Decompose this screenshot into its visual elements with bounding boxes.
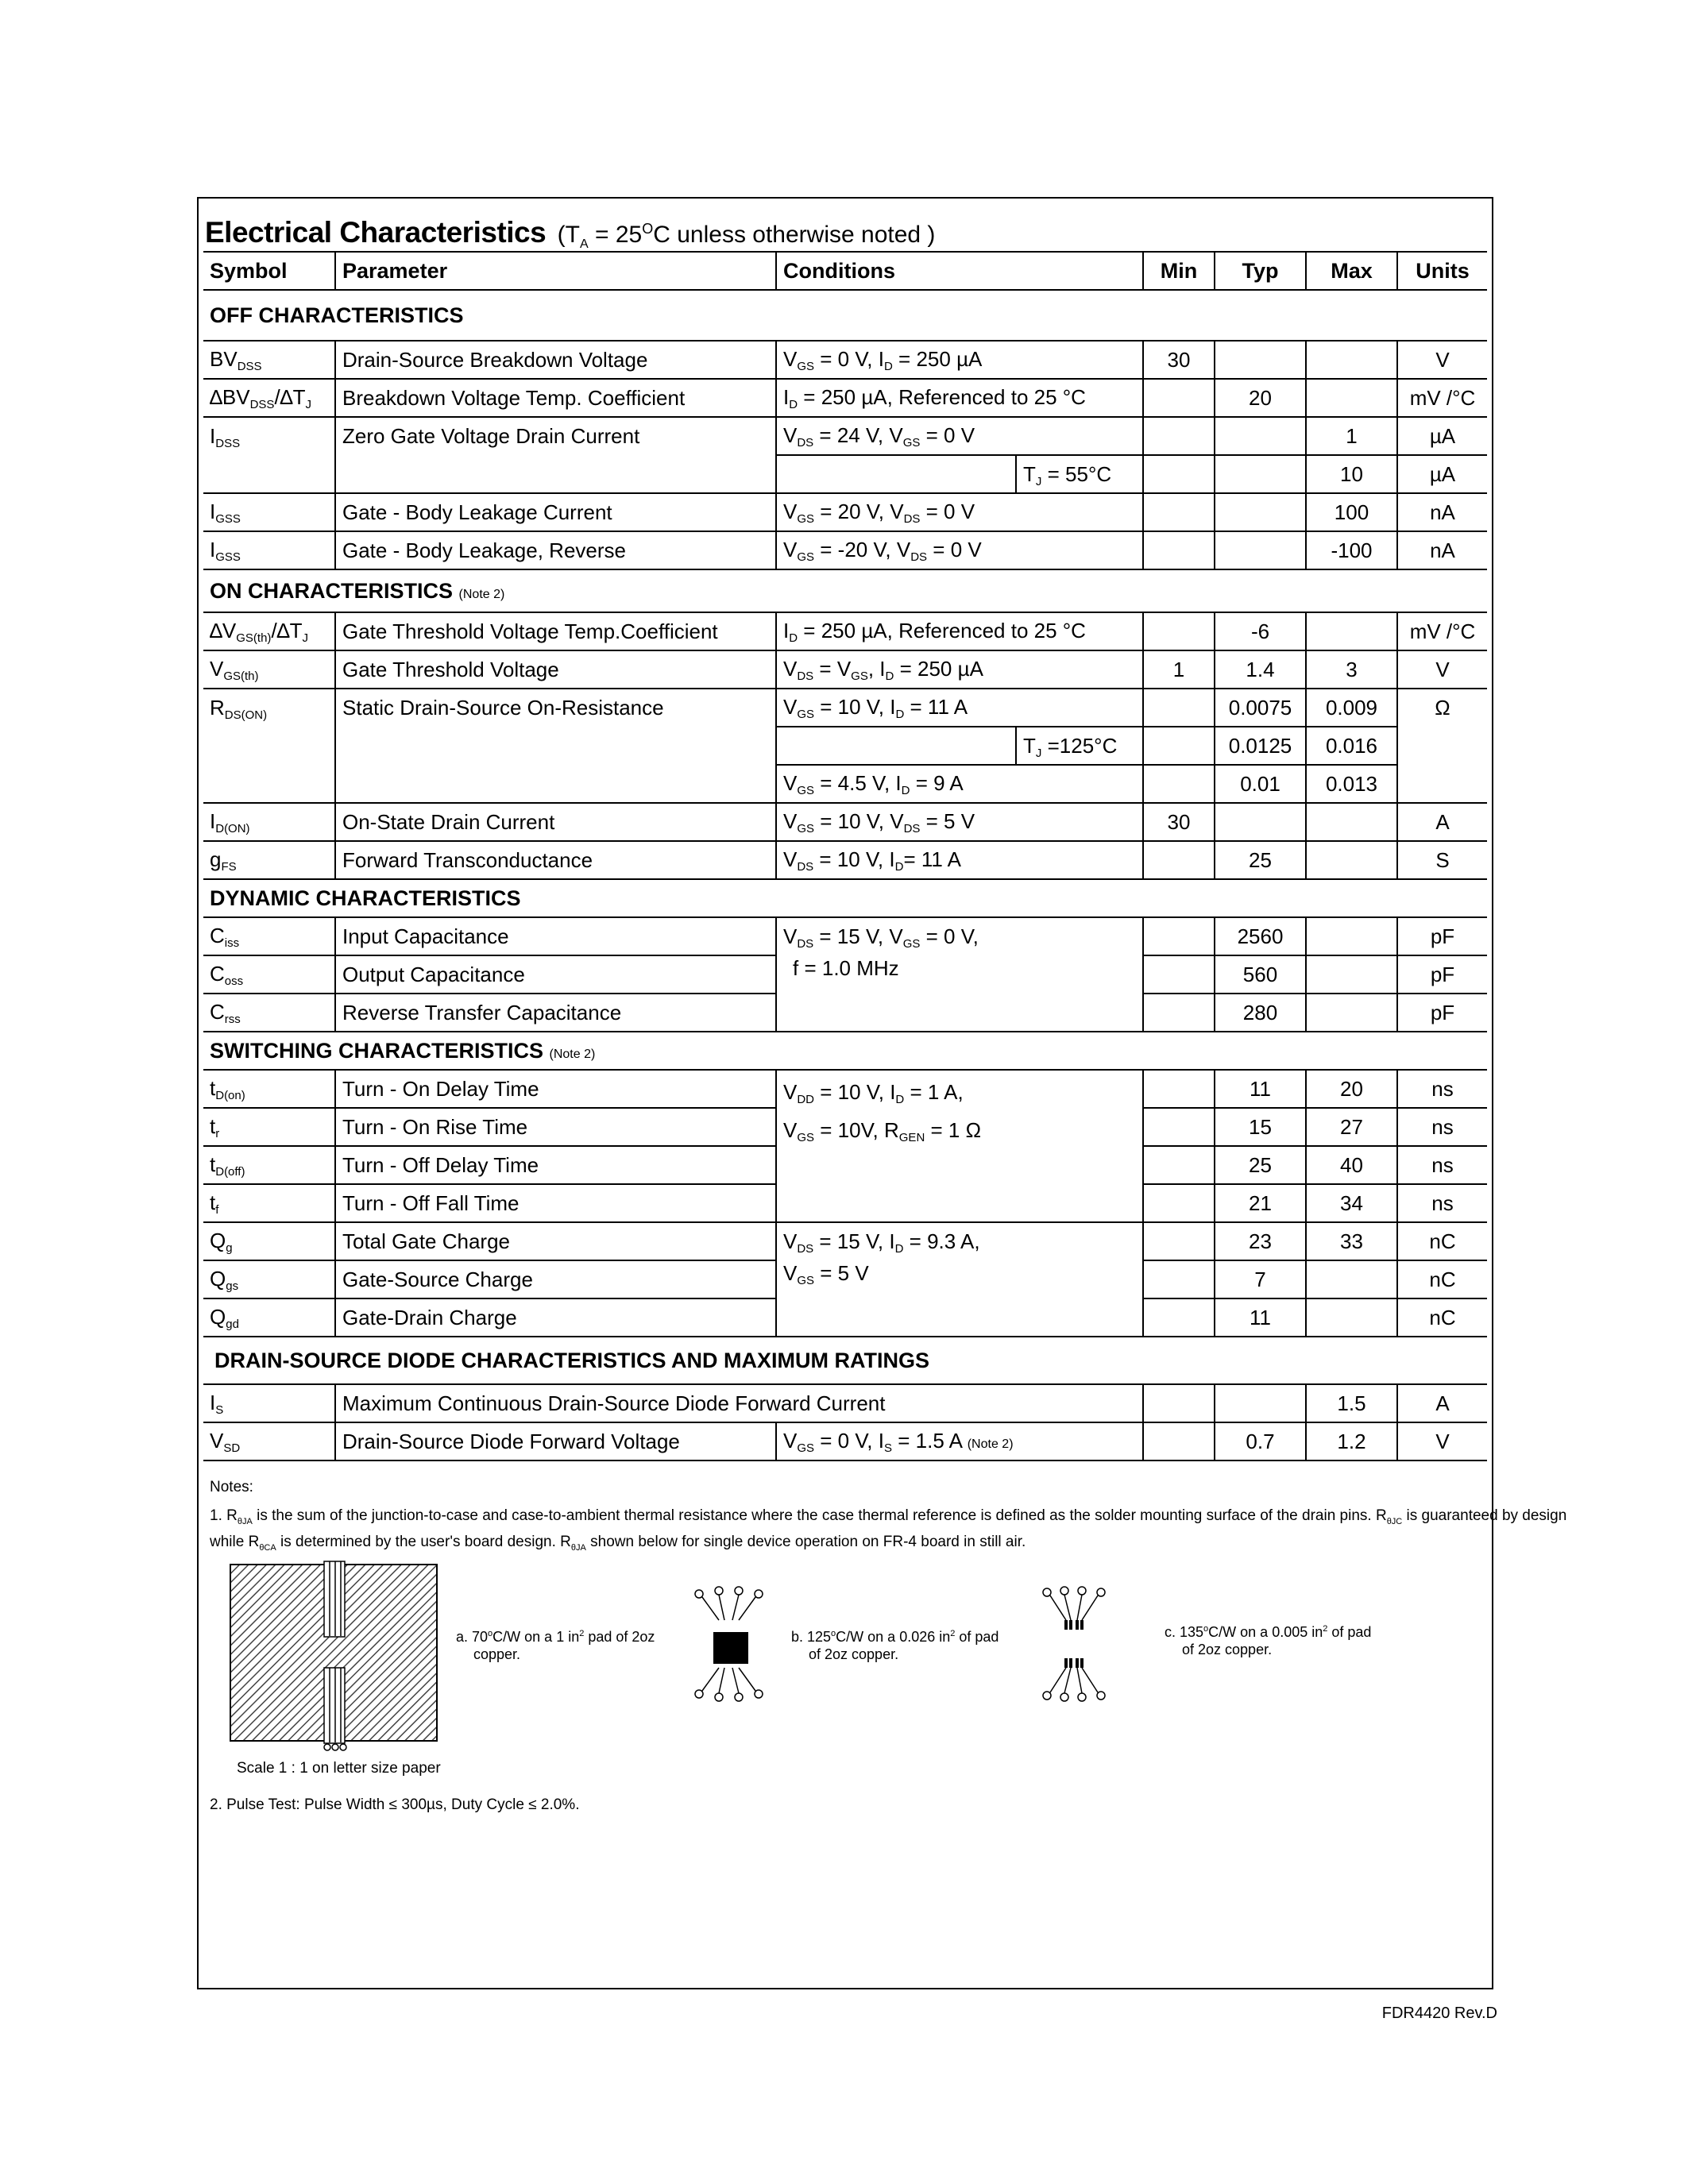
table-row [203, 417, 1487, 455]
col-symbol: Symbol [203, 252, 335, 290]
min-cell [1143, 612, 1215, 650]
min-cell: 30 [1143, 803, 1215, 841]
units-cell: ns [1397, 1146, 1487, 1184]
max-cell: 33 [1306, 1222, 1397, 1260]
conditions-cell: $V_{GS} = 0$ V, $I_S = 1.5$ A (Note 2) [776, 1422, 1143, 1461]
typ-cell [1215, 493, 1306, 531]
typ-cell [1215, 341, 1306, 379]
conditions-cell: $V_{GS} = 10$ V, $V_{DS} = 5$ V [776, 803, 1143, 841]
col-units: Units [1397, 252, 1487, 290]
table-row [203, 1422, 1487, 1461]
parameter-cell: On-State Drain Current [335, 803, 776, 841]
section-off: OFF CHARACTERISTICS [203, 290, 1487, 341]
typ-cell: 7 [1215, 1260, 1306, 1298]
units-cell: µA [1397, 417, 1487, 455]
max-cell: 0.013 [1306, 765, 1397, 803]
typ-cell: 21 [1215, 1184, 1306, 1222]
pad-layout-figure-a [229, 1557, 439, 1751]
typ-cell: 2560 [1215, 917, 1306, 955]
max-cell [1306, 917, 1397, 955]
min-cell [1143, 765, 1215, 803]
symbol-cell: $C_{oss}$ [203, 955, 335, 994]
max-cell: 1.2 [1306, 1422, 1397, 1461]
min-cell [1143, 994, 1215, 1032]
max-cell: 1.5 [1306, 1384, 1397, 1422]
notes-block [210, 1479, 1567, 1560]
typ-cell: 560 [1215, 955, 1306, 994]
section-dynamic: DYNAMIC CHARACTERISTICS [203, 879, 1487, 917]
parameter-cell: Gate-Source Charge [335, 1260, 776, 1298]
typ-cell: 0.7 [1215, 1422, 1306, 1461]
section-row [203, 879, 1487, 917]
col-parameter: Parameter [335, 252, 776, 290]
parameter-cell: Drain-Source Diode Forward Voltage [335, 1422, 776, 1461]
max-cell: -100 [1306, 531, 1397, 569]
pad-layout-figure-c [1033, 1584, 1120, 1704]
conditions-cell: $V_{DD} = 10$ V, $I_D = 1$ A, $V_{GS} = 10V$, $R_{GEN} = 1$ Ω [776, 1070, 1143, 1222]
max-cell: 40 [1306, 1146, 1397, 1184]
conditions-cell: $V_{DS} = 15$ V, $I_D = 9.3$ A, $V_{GS} = 5$ V [776, 1222, 1143, 1337]
col-max: Max [1306, 252, 1397, 290]
typ-cell: 25 [1215, 841, 1306, 879]
symbol-cell: $C_{iss}$ [203, 917, 335, 955]
min-cell [1143, 1108, 1215, 1146]
parameter-cell: Turn - On Rise Time [335, 1108, 776, 1146]
typ-cell: 20 [1215, 379, 1306, 417]
note-2: 2. Pulse Test: Pulse Width ≤ 300µs, Duty Cycle ≤ 2.0%. [210, 1796, 580, 1813]
table-header-row [203, 252, 1487, 290]
conditions-cell-tj: $T_J =125^\circ C$ [776, 727, 1143, 765]
table-row [203, 1222, 1487, 1260]
max-cell [1306, 341, 1397, 379]
note-1-cont: while $R_{\theta CA}$ is determined by the user's board design. $R_{\theta JA}$ shown below for single device operation on FR-4 board in still air. [210, 1533, 1026, 1553]
conditions-cell: $I_D = 250$ µA, Referenced to 25 °C [776, 379, 1143, 417]
parameter-cell: Gate - Body Leakage Current [335, 493, 776, 531]
units-cell: V [1397, 1422, 1487, 1461]
units-cell: ns [1397, 1070, 1487, 1108]
parameter-cell: Gate-Drain Charge [335, 1298, 776, 1337]
parameter-cell: Static Drain-Source On-Resistance [335, 689, 776, 803]
table-row [203, 341, 1487, 379]
symbol-cell: $\Delta BV_{DSS}/\Delta T_J$ [203, 379, 335, 417]
typ-cell: 0.0075 [1215, 689, 1306, 727]
conditions-cell: $V_{DS} = 10$ V, $I_D= 11$ A [776, 841, 1143, 879]
symbol-cell: $t_f$ [203, 1184, 335, 1222]
conditions-cell: $V_{DS} = 24$ V, $V_{GS} = 0$ V [776, 417, 1143, 455]
min-cell [1143, 1384, 1215, 1422]
section-title [205, 205, 935, 253]
section-switching: SWITCHING CHARACTERISTICS (Note 2) [203, 1032, 1487, 1070]
pad-layout-figure-b [683, 1584, 778, 1704]
max-cell: 100 [1306, 493, 1397, 531]
col-typ: Typ [1215, 252, 1306, 290]
typ-cell: 15 [1215, 1108, 1306, 1146]
max-cell: 0.016 [1306, 727, 1397, 765]
table-row [203, 841, 1487, 879]
figure-a-caption: a. 70$^o$C/W on a 1 $in^2$ pad of 2oz copper. [456, 1629, 655, 1662]
min-cell [1143, 841, 1215, 879]
symbol-cell: $C_{rss}$ [203, 994, 335, 1032]
units-cell: A [1397, 803, 1487, 841]
figure-b-caption: b. 125$^o$C/W on a 0.026 $in^2$ of pad of 2oz copper. [791, 1629, 999, 1662]
units-cell: Ω [1397, 689, 1487, 803]
title-main: Electrical Characteristics [205, 216, 547, 249]
table-row [203, 1070, 1487, 1108]
parameter-cell: Input Capacitance [335, 917, 776, 955]
max-cell: 10 [1306, 455, 1397, 493]
symbol-cell: $t_r$ [203, 1108, 335, 1146]
min-cell [1143, 1260, 1215, 1298]
max-cell [1306, 1260, 1397, 1298]
typ-cell [1215, 531, 1306, 569]
units-cell: nA [1397, 493, 1487, 531]
section-diode: DRAIN-SOURCE DIODE CHARACTERISTICS AND MAXIMUM RATINGS [203, 1337, 1487, 1384]
units-cell: nC [1397, 1222, 1487, 1260]
typ-cell: 11 [1215, 1070, 1306, 1108]
parameter-cell: Turn - Off Fall Time [335, 1184, 776, 1222]
typ-cell: 23 [1215, 1222, 1306, 1260]
min-cell: 30 [1143, 341, 1215, 379]
conditions-cell: $V_{DS} = V_{GS}$, $I_D = 250$ µA [776, 650, 1143, 689]
section-row [203, 1032, 1487, 1070]
min-cell [1143, 455, 1215, 493]
min-cell [1143, 1070, 1215, 1108]
symbol-cell: $I_{GSS}$ [203, 493, 335, 531]
max-cell: 3 [1306, 650, 1397, 689]
min-cell [1143, 379, 1215, 417]
symbol-cell: $I_{DSS}$ [203, 417, 335, 493]
min-cell: 1 [1143, 650, 1215, 689]
typ-cell: -6 [1215, 612, 1306, 650]
parameter-cell: Turn - On Delay Time [335, 1070, 776, 1108]
notes-heading: Notes: [210, 1479, 253, 1495]
section-row [203, 1337, 1487, 1384]
table-row [203, 689, 1487, 727]
document-revision: FDR4420 Rev.D [1381, 2005, 1497, 2022]
table-row [203, 650, 1487, 689]
max-cell [1306, 803, 1397, 841]
parameter-cell: Turn - Off Delay Time [335, 1146, 776, 1184]
symbol-cell: $g_{FS}$ [203, 841, 335, 879]
units-cell: mV /°C [1397, 612, 1487, 650]
units-cell: nC [1397, 1298, 1487, 1337]
parameter-cell: Zero Gate Voltage Drain Current [335, 417, 776, 493]
min-cell [1143, 531, 1215, 569]
max-cell [1306, 1298, 1397, 1337]
parameter-cell: Gate Threshold Voltage Temp.Coefficient [335, 612, 776, 650]
table-row [203, 493, 1487, 531]
min-cell [1143, 1184, 1215, 1222]
table-row [203, 531, 1487, 569]
units-cell: mV /°C [1397, 379, 1487, 417]
symbol-cell: $Q_g$ [203, 1222, 335, 1260]
max-cell: 20 [1306, 1070, 1397, 1108]
parameter-cell: Drain-Source Breakdown Voltage [335, 341, 776, 379]
symbol-cell: $\Delta V_{GS(th)}/\Delta T_J$ [203, 612, 335, 650]
max-cell: 0.009 [1306, 689, 1397, 727]
conditions-cell-tj: $T_J = 55^\circ C$ [776, 455, 1143, 493]
title-conditions: ($T_A = 25^OC$ unless otherwise noted ) [557, 221, 936, 251]
max-cell [1306, 379, 1397, 417]
note-1: 1. $R_{\theta JA}$ is the sum of the junction-to-case and case-to-ambient thermal resistance where the case thermal reference is defined as the solder mounting surface of the drain pins. $R_{\theta JC}$ is guaranteed by design [210, 1507, 1567, 1526]
parameter-cell: Total Gate Charge [335, 1222, 776, 1260]
units-cell: pF [1397, 994, 1487, 1032]
typ-cell [1215, 455, 1306, 493]
table-row [203, 612, 1487, 650]
units-cell: pF [1397, 955, 1487, 994]
symbol-cell: $V_{SD}$ [203, 1422, 335, 1461]
parameter-cell: Gate - Body Leakage, Reverse [335, 531, 776, 569]
conditions-cell: $I_D = 250$ µA, Referenced to 25 °C [776, 612, 1143, 650]
max-cell: 27 [1306, 1108, 1397, 1146]
units-cell: A [1397, 1384, 1487, 1422]
units-cell: nA [1397, 531, 1487, 569]
units-cell: ns [1397, 1184, 1487, 1222]
table-row [203, 917, 1487, 955]
electrical-characteristics-table [203, 251, 1487, 1461]
min-cell [1143, 917, 1215, 955]
units-cell: V [1397, 341, 1487, 379]
figure-c-caption: c. 135$^o$C/W on a 0.005 $in^2$ of pad of 2oz copper. [1165, 1624, 1372, 1657]
typ-cell: 280 [1215, 994, 1306, 1032]
symbol-cell: $I_{D(ON)}$ [203, 803, 335, 841]
max-cell [1306, 612, 1397, 650]
symbol-cell: $Q_{gs}$ [203, 1260, 335, 1298]
conditions-cell: $V_{GS} = -20$ V, $V_{DS} = 0$ V [776, 531, 1143, 569]
table-row [203, 803, 1487, 841]
typ-cell: 1.4 [1215, 650, 1306, 689]
max-cell [1306, 955, 1397, 994]
conditions-cell: $V_{DS} = 15$ V, $V_{GS} = 0$ V, f = 1.0 MHz [776, 917, 1143, 1032]
conditions-cell: $V_{GS} = 4.5$ V, $I_D = 9$ A [776, 765, 1143, 803]
symbol-cell: $R_{DS(ON)}$ [203, 689, 335, 803]
max-cell [1306, 841, 1397, 879]
table-row [203, 379, 1487, 417]
table-row [203, 1384, 1487, 1422]
col-min: Min [1143, 252, 1215, 290]
typ-cell [1215, 417, 1306, 455]
typ-cell: 0.01 [1215, 765, 1306, 803]
units-cell: µA [1397, 455, 1487, 493]
symbol-cell: $I_{GSS}$ [203, 531, 335, 569]
parameter-cell: Maximum Continuous Drain-Source Diode Forward Current [335, 1384, 1143, 1422]
section-row [203, 290, 1487, 341]
units-cell: V [1397, 650, 1487, 689]
parameter-cell: Reverse Transfer Capacitance [335, 994, 776, 1032]
min-cell [1143, 493, 1215, 531]
min-cell [1143, 689, 1215, 727]
typ-cell [1215, 803, 1306, 841]
typ-cell [1215, 1384, 1306, 1422]
parameter-cell: Forward Transconductance [335, 841, 776, 879]
min-cell [1143, 727, 1215, 765]
typ-cell: 0.0125 [1215, 727, 1306, 765]
scale-note: Scale 1 : 1 on letter size paper [237, 1760, 441, 1777]
symbol-cell: $BV_{DSS}$ [203, 341, 335, 379]
symbol-cell: $Q_{gd}$ [203, 1298, 335, 1337]
typ-cell: 25 [1215, 1146, 1306, 1184]
units-cell: nC [1397, 1260, 1487, 1298]
section-row [203, 569, 1487, 612]
min-cell [1143, 955, 1215, 994]
conditions-cell: $V_{GS} = 20$ V, $V_{DS} = 0$ V [776, 493, 1143, 531]
units-cell: pF [1397, 917, 1487, 955]
min-cell [1143, 1222, 1215, 1260]
max-cell: 1 [1306, 417, 1397, 455]
parameter-cell: Breakdown Voltage Temp. Coefficient [335, 379, 776, 417]
symbol-cell: $V_{GS(th)}$ [203, 650, 335, 689]
min-cell [1143, 1146, 1215, 1184]
min-cell [1143, 1298, 1215, 1337]
min-cell [1143, 417, 1215, 455]
min-cell [1143, 1422, 1215, 1461]
symbol-cell: $t_{D(off)}$ [203, 1146, 335, 1184]
max-cell: 34 [1306, 1184, 1397, 1222]
max-cell [1306, 994, 1397, 1032]
units-cell: S [1397, 841, 1487, 879]
parameter-cell: Output Capacitance [335, 955, 776, 994]
units-cell: ns [1397, 1108, 1487, 1146]
typ-cell: 11 [1215, 1298, 1306, 1337]
col-conditions: Conditions [776, 252, 1143, 290]
symbol-cell: $I_S$ [203, 1384, 335, 1422]
conditions-cell: $V_{GS} = 0$ V, $I_D = 250$ µA [776, 341, 1143, 379]
conditions-cell: $V_{GS} = 10$ V, $I_D = 11$ A [776, 689, 1143, 727]
symbol-cell: $t_{D(on)}$ [203, 1070, 335, 1108]
parameter-cell: Gate Threshold Voltage [335, 650, 776, 689]
section-on: ON CHARACTERISTICS (Note 2) [203, 569, 1487, 612]
